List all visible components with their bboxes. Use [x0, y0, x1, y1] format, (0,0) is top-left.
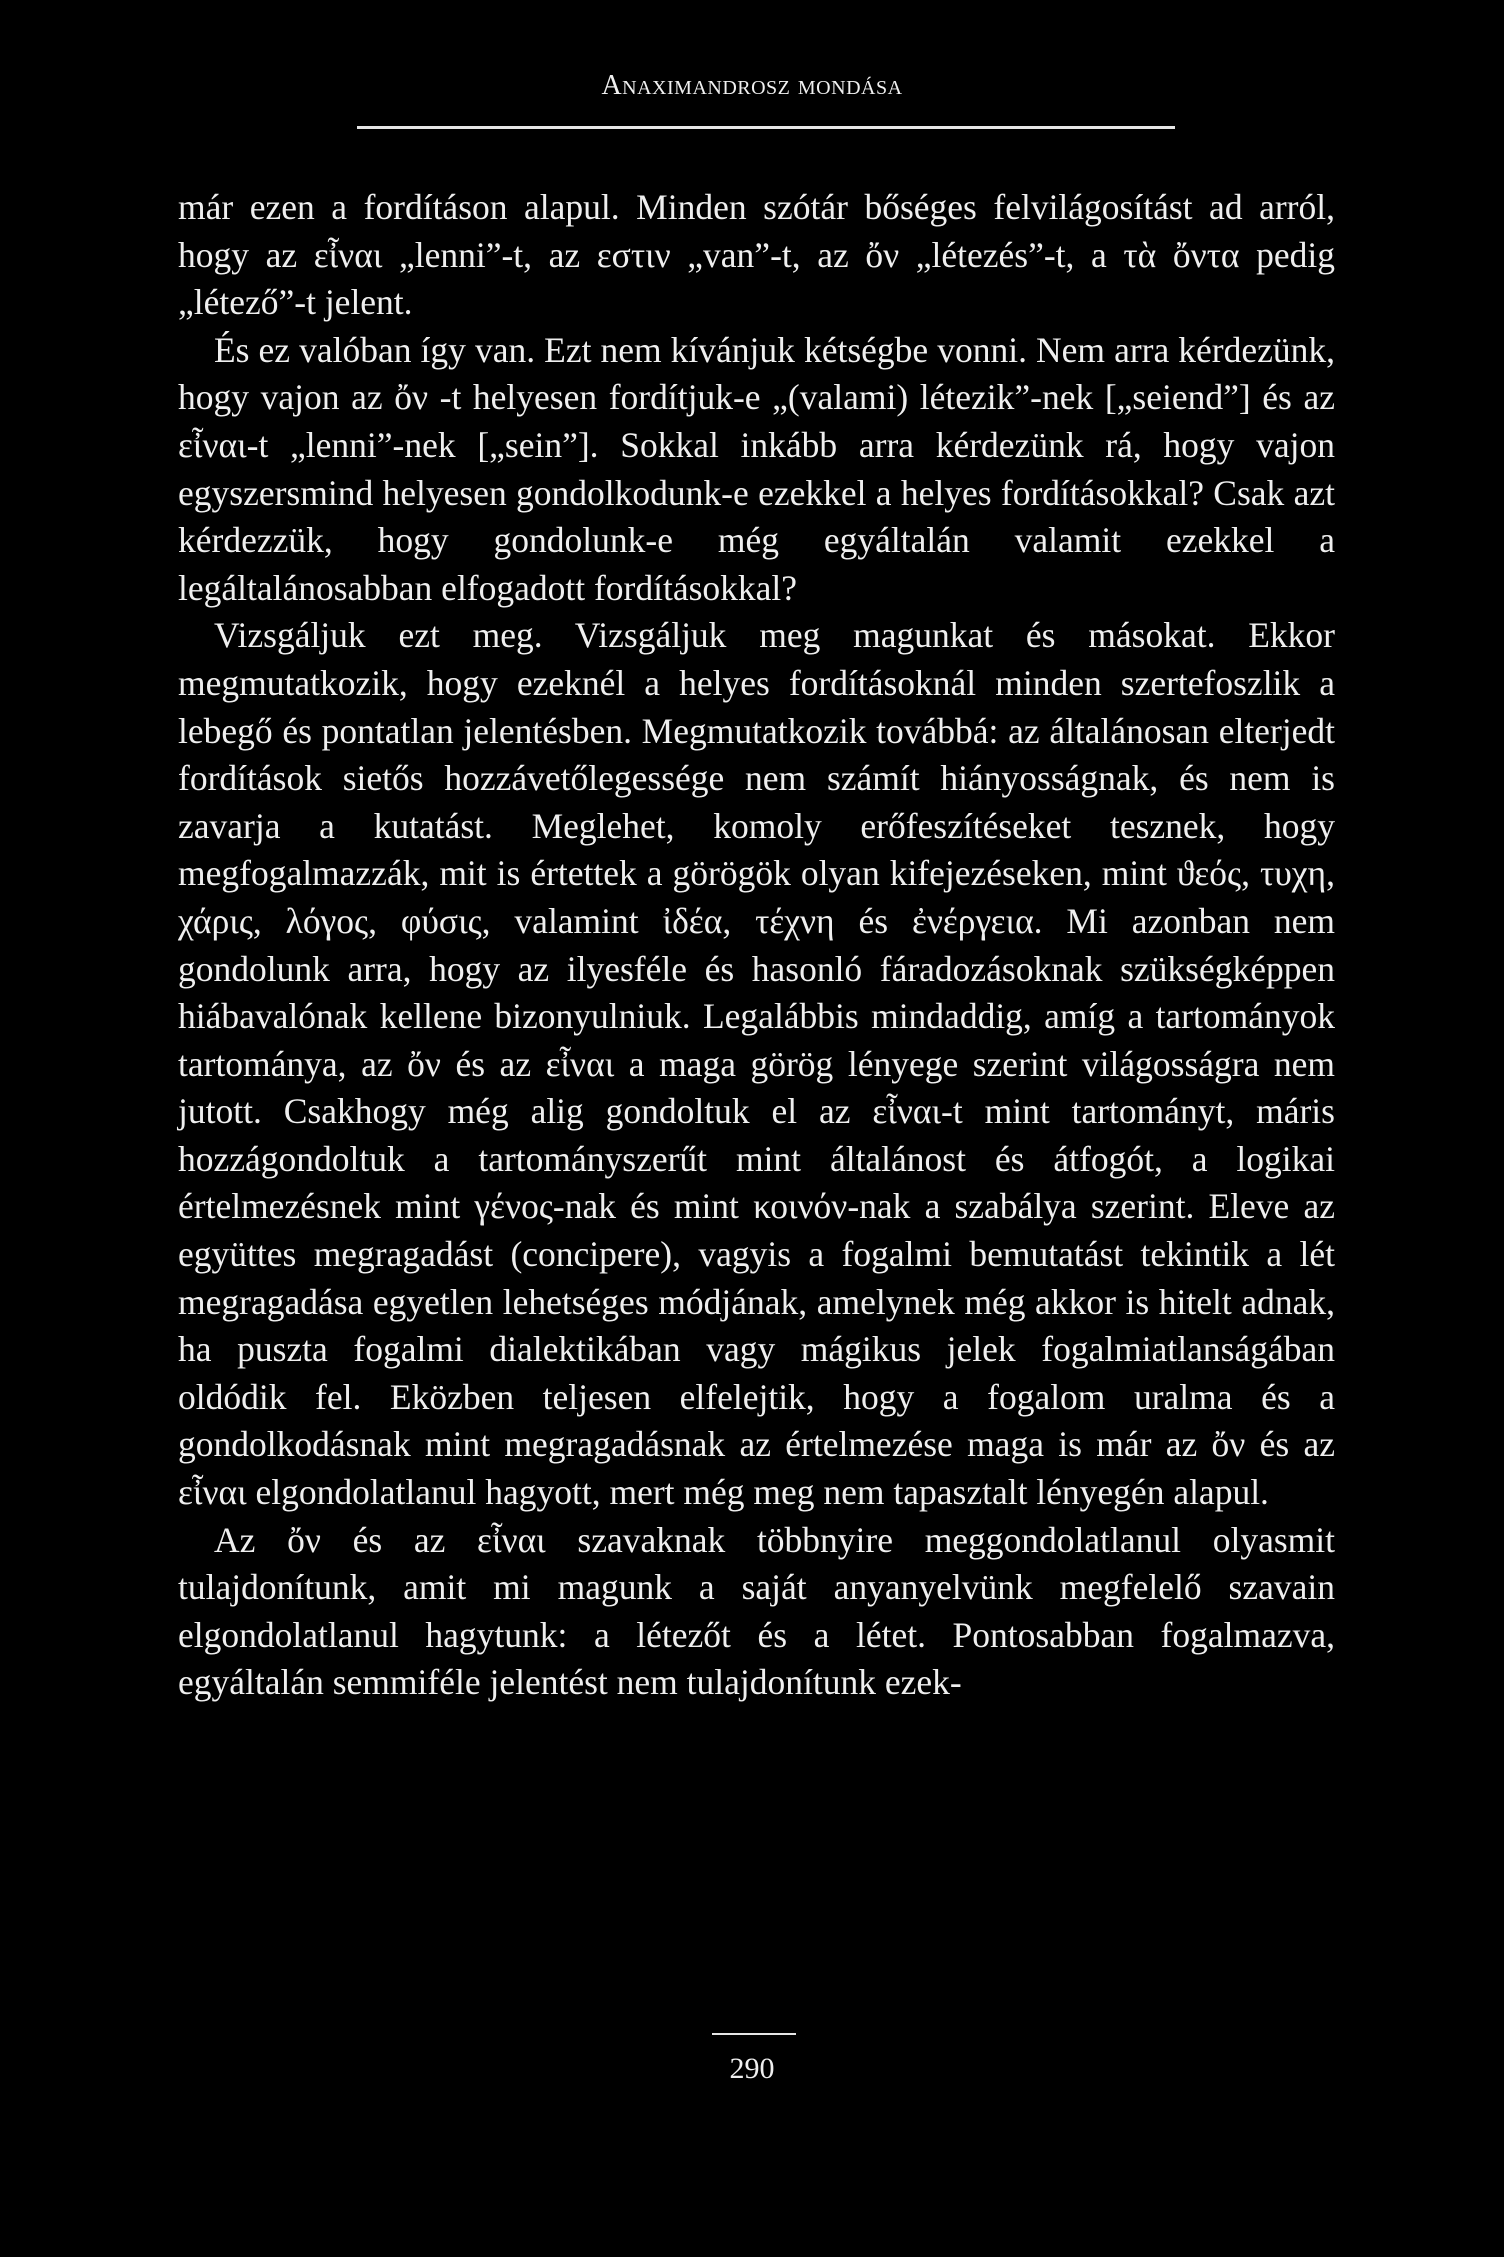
- page-body: [178, 184, 1335, 1707]
- paragraph-2: És ez valóban így van. Ezt nem kívánjuk kétségbe vonni. Nem arra kérdezünk, hogy vajon az ὄν -t helyesen fordítjuk-e „(valami) létezik”-nek [„seiend”] és az εἶναι-t „lenni”-nek [„sein”]. Sokkal inkább arra kérdezünk rá, hogy vajon egyszersmind helyesen gondolkodunk-e ezekkel a helyes fordításokkal? Csak azt kérdezzük, hogy gondolunk-e még egyáltalán valamit ezekkel a legáltalánosabban elfogadott fordításokkal?: [178, 329, 1335, 608]
- header-rule: [357, 126, 1175, 129]
- running-header: Anaximandrosz mondása: [601, 70, 903, 101]
- page-number: 290: [729, 2052, 775, 2085]
- paragraph-3: Vizsgáljuk ezt meg. Vizsgáljuk meg magunkat és másokat. Ekkor megmutatkozik, hogy ezeknél a helyes fordításoknál minden szertefoszlik a lebegő és pontatlan jelentésben. Megmutatkozik továbbá: az általánosan elterjedt fordítások sietős hozzávetőlegessége nem számít hiányosságnak, és nem is zavarja a kutatást. Meglehet, komoly erőfeszítéseket tesznek, hogy megfogalmazzák, mit is értettek a görögök olyan kifejezéseken, mint ϑεός, τυχη, χάρις, λόγος, φύσις, valamint ἰδέα, τέχνη és ἐνέργεια. Mi azonban nem gondolunk arra, hogy az ilyesféle és hasonló fáradozásoknak szükségképpen hiábavalónak kellene bizonyulniuk. Legalábbis mindaddig, amíg a tartományok tartománya, az ὄν és az εἶναι a maga görög lényege szerint világosságra nem jutott. Csakhogy még alig gondoltuk el az εἶναι-t mint tartományt, máris hozzágondoltuk a tartományszerűt mint általánost és átfogót, a logikai értelmezésnek mint γένος-nak és mint κοινόν-nak a szabálya szerint. Eleve az együttes megragadást (concipere), vagyis a fogalmi bemutatást tekintik a lét megragadása egyetlen lehetséges módjának, amelynek még akkor is hitelt adnak, ha puszta fogalmi dialektikában vagy mágikus jelek fogalmiatlanságában oldódik fel. Eközben teljesen elfelejtik, hogy a fogalom uralma és a gondolkodásnak mint megragadásnak az értelmezése maga is már az ὄν és az εἶναι elgondolatlanul hagyott, mert még meg nem tapasztalt lényegén alapul.: [178, 615, 1335, 1513]
- paragraph-4: Az ὄν és az εἶναι szavaknak többnyire meggondolatlanul olyasmit tulajdonítunk, amit mi magunk a saját anyanyelvünk megfelelő szavain elgondolatlanul hagytunk: a létezőt és a létet. Pontosabban fogalmazva, egyáltalán semmiféle jelentést nem tulajdonítunk ezek-: [178, 1519, 1335, 1703]
- paragraph-1: már ezen a fordításon alapul. Minden szótár bőséges felvilágosítást ad arról, hogy az εἶναι „lenni”-t, az εστιν „van”-t, az ὄν „létezés”-t, a τὰ ὄντα pedig „létező”-t jelent.: [178, 187, 1335, 323]
- footer-rule: [712, 2033, 796, 2035]
